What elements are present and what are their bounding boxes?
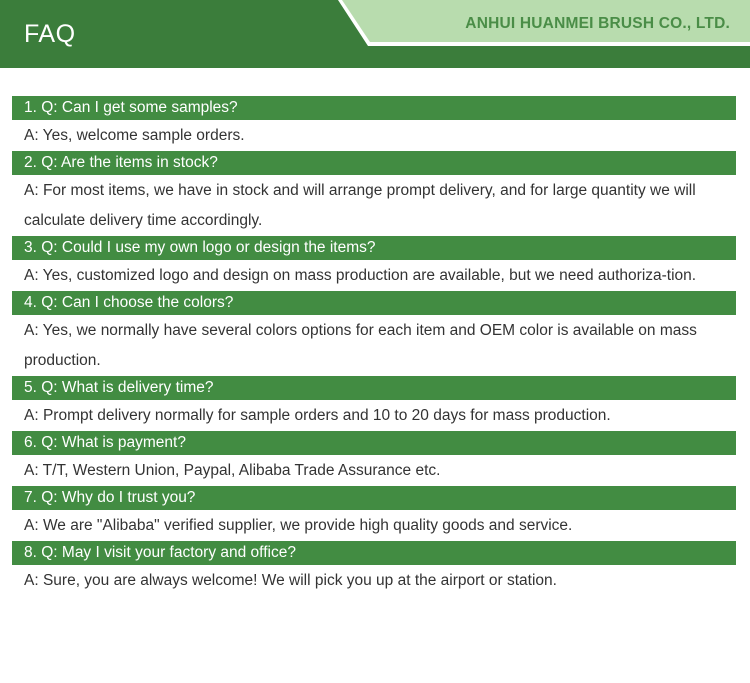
faq-item [12, 236, 736, 291]
page-header [0, 0, 750, 68]
faq-item [12, 151, 736, 236]
company-name: ANHUI HUANMEI BRUSH CO., LTD. [465, 15, 730, 32]
faq-answer: A: Sure, you are always welcome! We will pick you up at the airport or station. [24, 572, 557, 589]
faq-answer: A: We are "Alibaba" verified supplier, we provide high quality goods and service. [24, 517, 573, 534]
faq-question: 6. Q: What is payment? [12, 431, 736, 455]
page-title: FAQ [24, 20, 76, 48]
faq-question: 3. Q: Could I use my own logo or design the items? [12, 236, 736, 260]
faq-question: 1. Q: Can I get some samples? [12, 96, 736, 120]
faq-answer: A: Yes, we normally have several colors options for each item and OEM color is available on mass production. [24, 322, 697, 369]
faq-item [12, 376, 736, 431]
faq-item [12, 541, 736, 596]
faq-question: 4. Q: Can I choose the colors? [12, 291, 736, 315]
faq-item [12, 486, 736, 541]
faq-question: 5. Q: What is delivery time? [12, 376, 736, 400]
faq-answer: A: T/T, Western Union, Paypal, Alibaba Trade Assurance etc. [24, 462, 441, 479]
faq-list [12, 96, 736, 596]
faq-answer: A: For most items, we have in stock and will arrange prompt delivery, and for large quantity we will calculate delivery time accordingly. [24, 182, 696, 229]
faq-answer: A: Yes, customized logo and design on mass production are available, but we need authoriza-tion. [24, 267, 697, 284]
faq-question: 2. Q: Are the items in stock? [12, 151, 736, 175]
faq-question: 7. Q: Why do I trust you? [12, 486, 736, 510]
faq-item [12, 431, 736, 486]
faq-question: 8. Q: May I visit your factory and office? [12, 541, 736, 565]
faq-answer: A: Prompt delivery normally for sample orders and 10 to 20 days for mass production. [24, 407, 611, 424]
faq-answer: A: Yes, welcome sample orders. [24, 127, 245, 144]
faq-item [12, 291, 736, 376]
faq-item [12, 96, 736, 151]
